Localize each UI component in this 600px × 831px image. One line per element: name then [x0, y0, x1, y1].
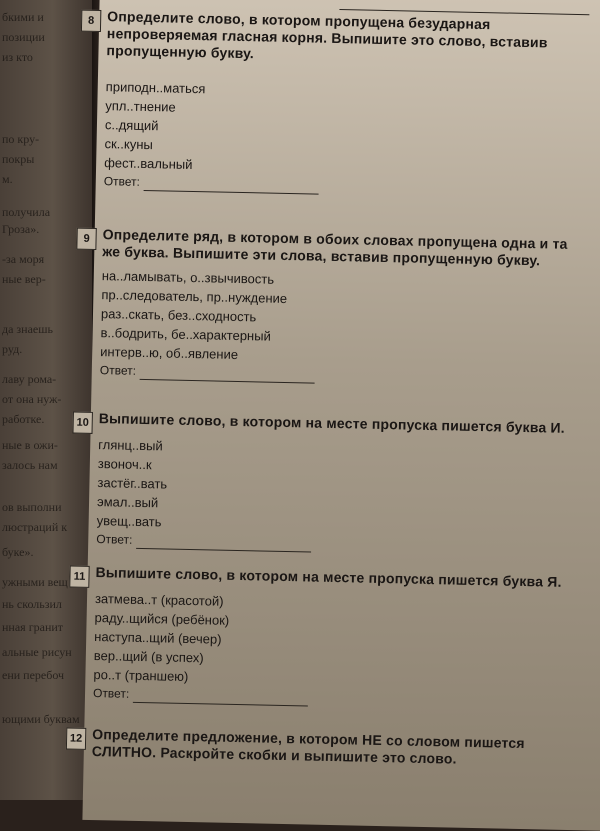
- question-text: со словом пишется: [381, 732, 525, 752]
- option: приподн..маться: [105, 79, 206, 97]
- answer-label: Ответ:: [92, 686, 130, 701]
- left-text: да знаешь: [2, 322, 53, 336]
- question-bold: НЕ: [361, 731, 383, 749]
- left-text: по кру-: [2, 132, 40, 146]
- task-12: [69, 726, 565, 770]
- left-text: нная гранит: [2, 620, 64, 634]
- answer-line[interactable]: [136, 536, 311, 553]
- option: интерв..ю, об..явление: [100, 344, 239, 362]
- option: в..бодрить, бе..характерный: [100, 325, 271, 344]
- left-text: альные рисун: [2, 645, 72, 659]
- option: раду..щийся (ребёнок): [94, 610, 230, 628]
- option: увещ..вать: [96, 513, 162, 530]
- left-text: бкими и: [2, 10, 44, 24]
- left-text: -за моря: [2, 252, 45, 266]
- task-8: [87, 8, 580, 200]
- task-10: [76, 410, 571, 558]
- task-number: 8: [81, 10, 101, 32]
- answer-label: Ответ:: [96, 532, 133, 547]
- answer-line[interactable]: [133, 690, 308, 707]
- left-text: буке».: [2, 545, 34, 559]
- left-text: позиции: [2, 30, 45, 44]
- answer-label: Ответ:: [99, 363, 137, 378]
- left-text: залось нам: [2, 458, 58, 472]
- question-end: .: [560, 419, 566, 436]
- left-text: ов выполни: [2, 500, 62, 514]
- left-text: руд.: [2, 342, 23, 356]
- question-end: . Раскройте скобки и выпишите это слово.: [152, 744, 457, 767]
- left-page: [0, 0, 96, 800]
- option: звоноч..к: [97, 456, 152, 473]
- question-text: Выпишите слово, в котором на месте пропуска пишется буква: [95, 564, 548, 590]
- left-text: ени перебоч: [2, 668, 65, 682]
- question-text: Выпишите слово, в котором на месте пропуска пишется буква: [98, 410, 551, 436]
- task-11: [73, 564, 568, 712]
- task-9: [83, 226, 575, 389]
- task-question: Определите слово, в котором пропущена безударная непроверяемая гласная корня. Выпишите это слово, вставив пропущенную букву.: [106, 8, 548, 62]
- task-number: 10: [72, 412, 92, 434]
- option: пр..следователь, пр..нуждение: [101, 287, 288, 306]
- option: затмева..т (красотой): [94, 591, 224, 609]
- left-text: люстраций к: [2, 520, 68, 534]
- option: с..дящий: [104, 117, 159, 134]
- answer-label: Ответ:: [103, 174, 141, 189]
- question-text: Определите предложение, в котором: [92, 726, 363, 748]
- left-text: Гроза».: [2, 222, 40, 236]
- option: на..ламывать, о..звычивость: [101, 268, 275, 287]
- task-question: Определите ряд, в котором в обоих словах пропущена одна и та же буква. Выпишите эти слова, вставив пропущенную букву.: [102, 226, 568, 269]
- left-text: ные в ожи-: [2, 438, 58, 452]
- option: вер..щий (в успех): [93, 648, 204, 666]
- left-text: получила: [2, 205, 51, 219]
- option: раз..скать, без..сходность: [100, 306, 257, 325]
- question-bold: СЛИТНО: [91, 743, 153, 761]
- left-text: ющими буквам: [2, 712, 80, 726]
- task-number: 12: [66, 727, 86, 749]
- option: застёг..вать: [97, 475, 168, 492]
- left-text: ные вер-: [2, 272, 46, 286]
- left-text: лаву рома-: [2, 372, 57, 386]
- option: наступа..щий (вечер): [94, 629, 222, 647]
- left-text: м.: [2, 172, 13, 186]
- option: эмал..вый: [96, 494, 159, 511]
- question-letter: И: [550, 419, 561, 436]
- option: ро..т (траншею): [93, 667, 189, 685]
- task-question: [92, 726, 565, 770]
- left-text: нь скользил: [2, 597, 62, 611]
- right-page: [69, 0, 600, 831]
- question-end: .: [557, 573, 562, 590]
- answer-line[interactable]: [140, 367, 315, 384]
- left-text: ужными вещ: [2, 575, 68, 589]
- option: глянц..вый: [98, 437, 163, 454]
- answer-line[interactable]: [144, 178, 319, 195]
- option: ск..куны: [104, 136, 154, 153]
- task-number: 11: [69, 565, 89, 587]
- option: фест..вальный: [104, 155, 193, 172]
- left-text: покры: [2, 152, 35, 166]
- task-number: 9: [76, 228, 96, 250]
- option: упл..тнение: [105, 98, 176, 115]
- left-text: работке.: [2, 412, 45, 426]
- left-text: от она нуж-: [2, 392, 62, 406]
- question-letter: Я: [547, 573, 558, 590]
- left-text: из кто: [2, 50, 33, 64]
